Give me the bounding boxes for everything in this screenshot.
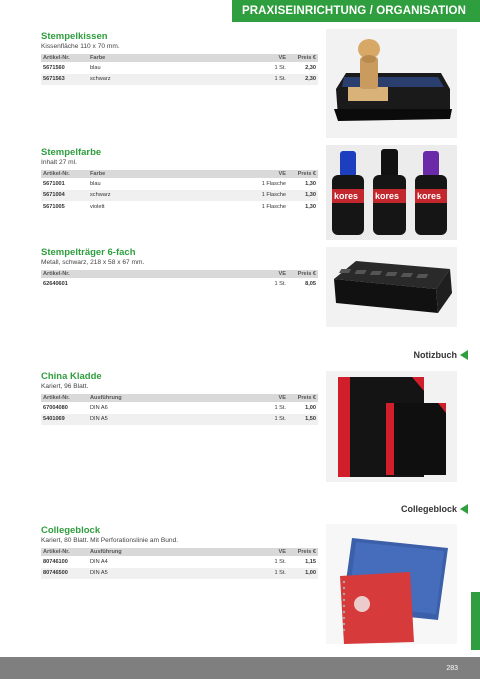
column-header: Artikel-Nr. [41, 548, 88, 556]
article-number: 5671004 [41, 190, 88, 202]
section-heading-collegeblock [401, 504, 468, 514]
triangle-left-icon [460, 350, 468, 360]
column-header: Preis € [288, 170, 318, 178]
column-header [88, 270, 253, 278]
article-number: 5671001 [41, 178, 88, 190]
column-header: Artikel-Nr. [41, 54, 88, 62]
product-table [41, 394, 318, 425]
unit: 1 Flasche [253, 201, 288, 213]
column-header: Preis € [288, 394, 318, 402]
price: 8,05 [288, 278, 318, 290]
bottle-brand-label: kores [334, 191, 359, 201]
table-header-row [41, 548, 318, 556]
variant [88, 278, 253, 290]
variant: violett [88, 201, 253, 213]
product-title: China Kladde [41, 371, 102, 382]
column-header: VE [253, 548, 288, 556]
unit: 1 St. [253, 556, 288, 568]
variant: DIN A5 [88, 568, 253, 580]
article-number: 67004080 [41, 402, 88, 414]
unit: 1 St. [253, 402, 288, 414]
article-number: 80746500 [41, 568, 88, 580]
section-heading-notizbuch [414, 350, 469, 360]
product-stempelkissen [41, 31, 318, 85]
unit: 1 Flasche [253, 178, 288, 190]
column-header: Farbe [88, 54, 253, 62]
price: 1,50 [288, 414, 318, 426]
stamp-holder-image [326, 247, 457, 327]
product-china-kladde [41, 371, 318, 425]
product-subtitle: Kissenfläche 110 x 70 mm. [41, 43, 120, 50]
ink-bottles-image [326, 145, 457, 240]
product-stempelfarbe [41, 147, 318, 213]
variant: DIN A5 [88, 414, 253, 426]
section-title: Collegeblock [400, 504, 457, 514]
side-register-tab [471, 592, 480, 650]
article-number: 5671560 [41, 62, 88, 74]
product-collegeblock [41, 525, 318, 579]
header-title: PRAXISEINRICHTUNG / ORGANISATION [241, 5, 466, 17]
page-number: 283 [446, 664, 458, 672]
article-number: 62640601 [41, 278, 88, 290]
variant: DIN A6 [88, 402, 253, 414]
column-header: Ausführung [88, 548, 253, 556]
column-header: Preis € [288, 54, 318, 62]
unit: 1 St. [253, 278, 288, 290]
page-footer [0, 657, 480, 679]
price: 1,15 [288, 556, 318, 568]
price: 2,30 [288, 62, 318, 74]
table-row [41, 278, 318, 290]
price: 1,30 [288, 201, 318, 213]
variant: blau [88, 178, 253, 190]
table-row [41, 74, 318, 86]
product-table [41, 170, 318, 213]
article-number: 5671563 [41, 74, 88, 86]
price: 1,00 [288, 402, 318, 414]
article-number: 5401069 [41, 414, 88, 426]
column-header: Ausführung [88, 394, 253, 402]
table-row [41, 190, 318, 202]
variant: schwarz [88, 190, 253, 202]
table-row [41, 556, 318, 568]
unit: 1 St. [253, 74, 288, 86]
product-title: Stempelfarbe [41, 147, 102, 158]
price: 1,00 [288, 568, 318, 580]
unit: 1 St. [253, 568, 288, 580]
variant: schwarz [88, 74, 253, 86]
variant: DIN A4 [88, 556, 253, 568]
price: 1,30 [288, 190, 318, 202]
article-number: 5671005 [41, 201, 88, 213]
article-number: 80746100 [41, 556, 88, 568]
table-row [41, 402, 318, 414]
table-header-row [41, 54, 318, 62]
product-title: Stempelträger 6-fach [41, 247, 136, 258]
product-table [41, 270, 318, 290]
unit: 1 St. [253, 414, 288, 426]
product-subtitle: Inhalt 27 ml. [41, 159, 77, 166]
page-header [232, 0, 480, 22]
price: 1,30 [288, 178, 318, 190]
column-header: Artikel-Nr. [41, 394, 88, 402]
table-row [41, 62, 318, 74]
product-subtitle: Kariert, 80 Blatt. Mit Perforationslinie am Bund. [41, 537, 179, 544]
product-stempeltraeger [41, 247, 318, 290]
column-header: Artikel-Nr. [41, 270, 88, 278]
column-header: VE [253, 170, 288, 178]
table-header-row [41, 394, 318, 402]
unit: 1 St. [253, 62, 288, 74]
column-header: Preis € [288, 270, 318, 278]
product-table [41, 548, 318, 579]
variant: blau [88, 62, 253, 74]
column-header: VE [253, 270, 288, 278]
table-header-row [41, 170, 318, 178]
table-header-row [41, 270, 318, 278]
product-title: Stempelkissen [41, 31, 108, 42]
table-row [41, 201, 318, 213]
price: 2,30 [288, 74, 318, 86]
table-row [41, 178, 318, 190]
column-header: Preis € [288, 548, 318, 556]
column-header: VE [253, 54, 288, 62]
collegeblock-image [326, 524, 457, 644]
section-title: Notizbuch [413, 350, 457, 360]
table-row [41, 568, 318, 580]
product-subtitle: Kariert, 96 Blatt. [41, 383, 89, 390]
notebook-image [326, 371, 457, 482]
product-title: Collegeblock [41, 525, 101, 536]
bottle-brand-label: kores [417, 191, 442, 201]
table-row [41, 414, 318, 426]
column-header: VE [253, 394, 288, 402]
triangle-left-icon [460, 504, 468, 514]
column-header: Farbe [88, 170, 253, 178]
product-subtitle: Metall, schwarz, 218 x 58 x 67 mm. [41, 259, 145, 266]
bottle-brand-label: kores [375, 191, 400, 201]
stamp-pad-image [326, 29, 457, 138]
column-header: Artikel-Nr. [41, 170, 88, 178]
product-table [41, 54, 318, 85]
unit: 1 Flasche [253, 190, 288, 202]
